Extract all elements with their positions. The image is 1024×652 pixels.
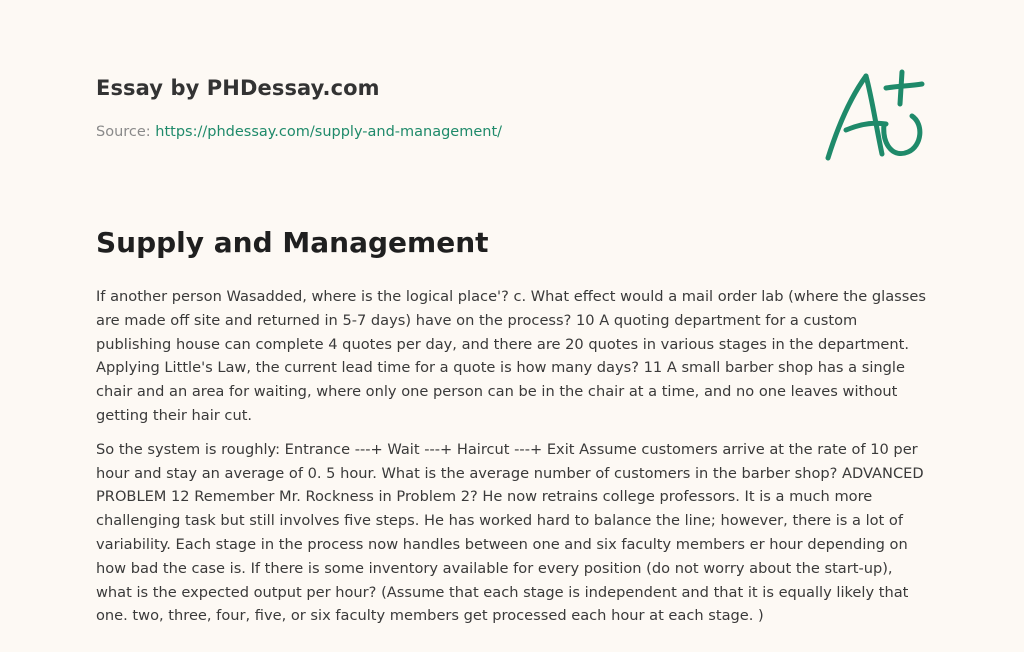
source-label: Source:: [96, 124, 151, 140]
logo-plus-horizontal: [886, 84, 922, 88]
logo-a-right-stroke: [866, 76, 882, 154]
essay-title: Supply and Management: [96, 226, 489, 259]
paragraph: So the system is roughly: Entrance ---+ Wait ---+ Haircut ---+ Exit Assume customers arrive at the rate of 10 per hour and stay an average of 0. 5 hour. What is the average number of customers in the barber shop? ADVANCED PROBLEM 12 Remember Mr. Rockness in Problem 2? He now retrains college professors. It is a much more challenging task but still involves five steps. He has worked hard to balance the line; however, there is a lot of variability. Each stage in the process now handles between one and six faculty members er hour depending on how bad the case is. If there is some inventory available for every position (do not worry about the start-up), what is the expected output per hour? (Assume that each stage is independent and that it is equally likely that one. two, three, four, five, or six faculty members get processed each hour at each stage. ): [96, 440, 924, 625]
source-link[interactable]: https://phdessay.com/supply-and-management/: [155, 124, 503, 140]
paragraph: If another person Wasadded, where is the logical place'? c. What effect would a mail order lab (where the glasses are made off site and returned in 5-7 days) have on the process? 10 A quoting department for a custom publishing house can complete 4 quotes per day, and there are 20 quotes in various stages in the department. Applying Little's Law, the current lead time for a quote is how many days? 11 A small barber shop has a single chair and an area for waiting, where only one person can be in the chair at a time, and no one leaves without getting their hair cut.: [96, 288, 926, 424]
logo-hook: [884, 116, 920, 154]
site-brand: Essay by PHDessay.com: [96, 76, 380, 100]
logo-a-crossbar: [846, 123, 886, 130]
source-line: [96, 124, 502, 140]
essay-body: [96, 285, 928, 638]
a-plus-logo-icon: [820, 64, 932, 168]
logo-a-left-stroke: [828, 76, 866, 158]
